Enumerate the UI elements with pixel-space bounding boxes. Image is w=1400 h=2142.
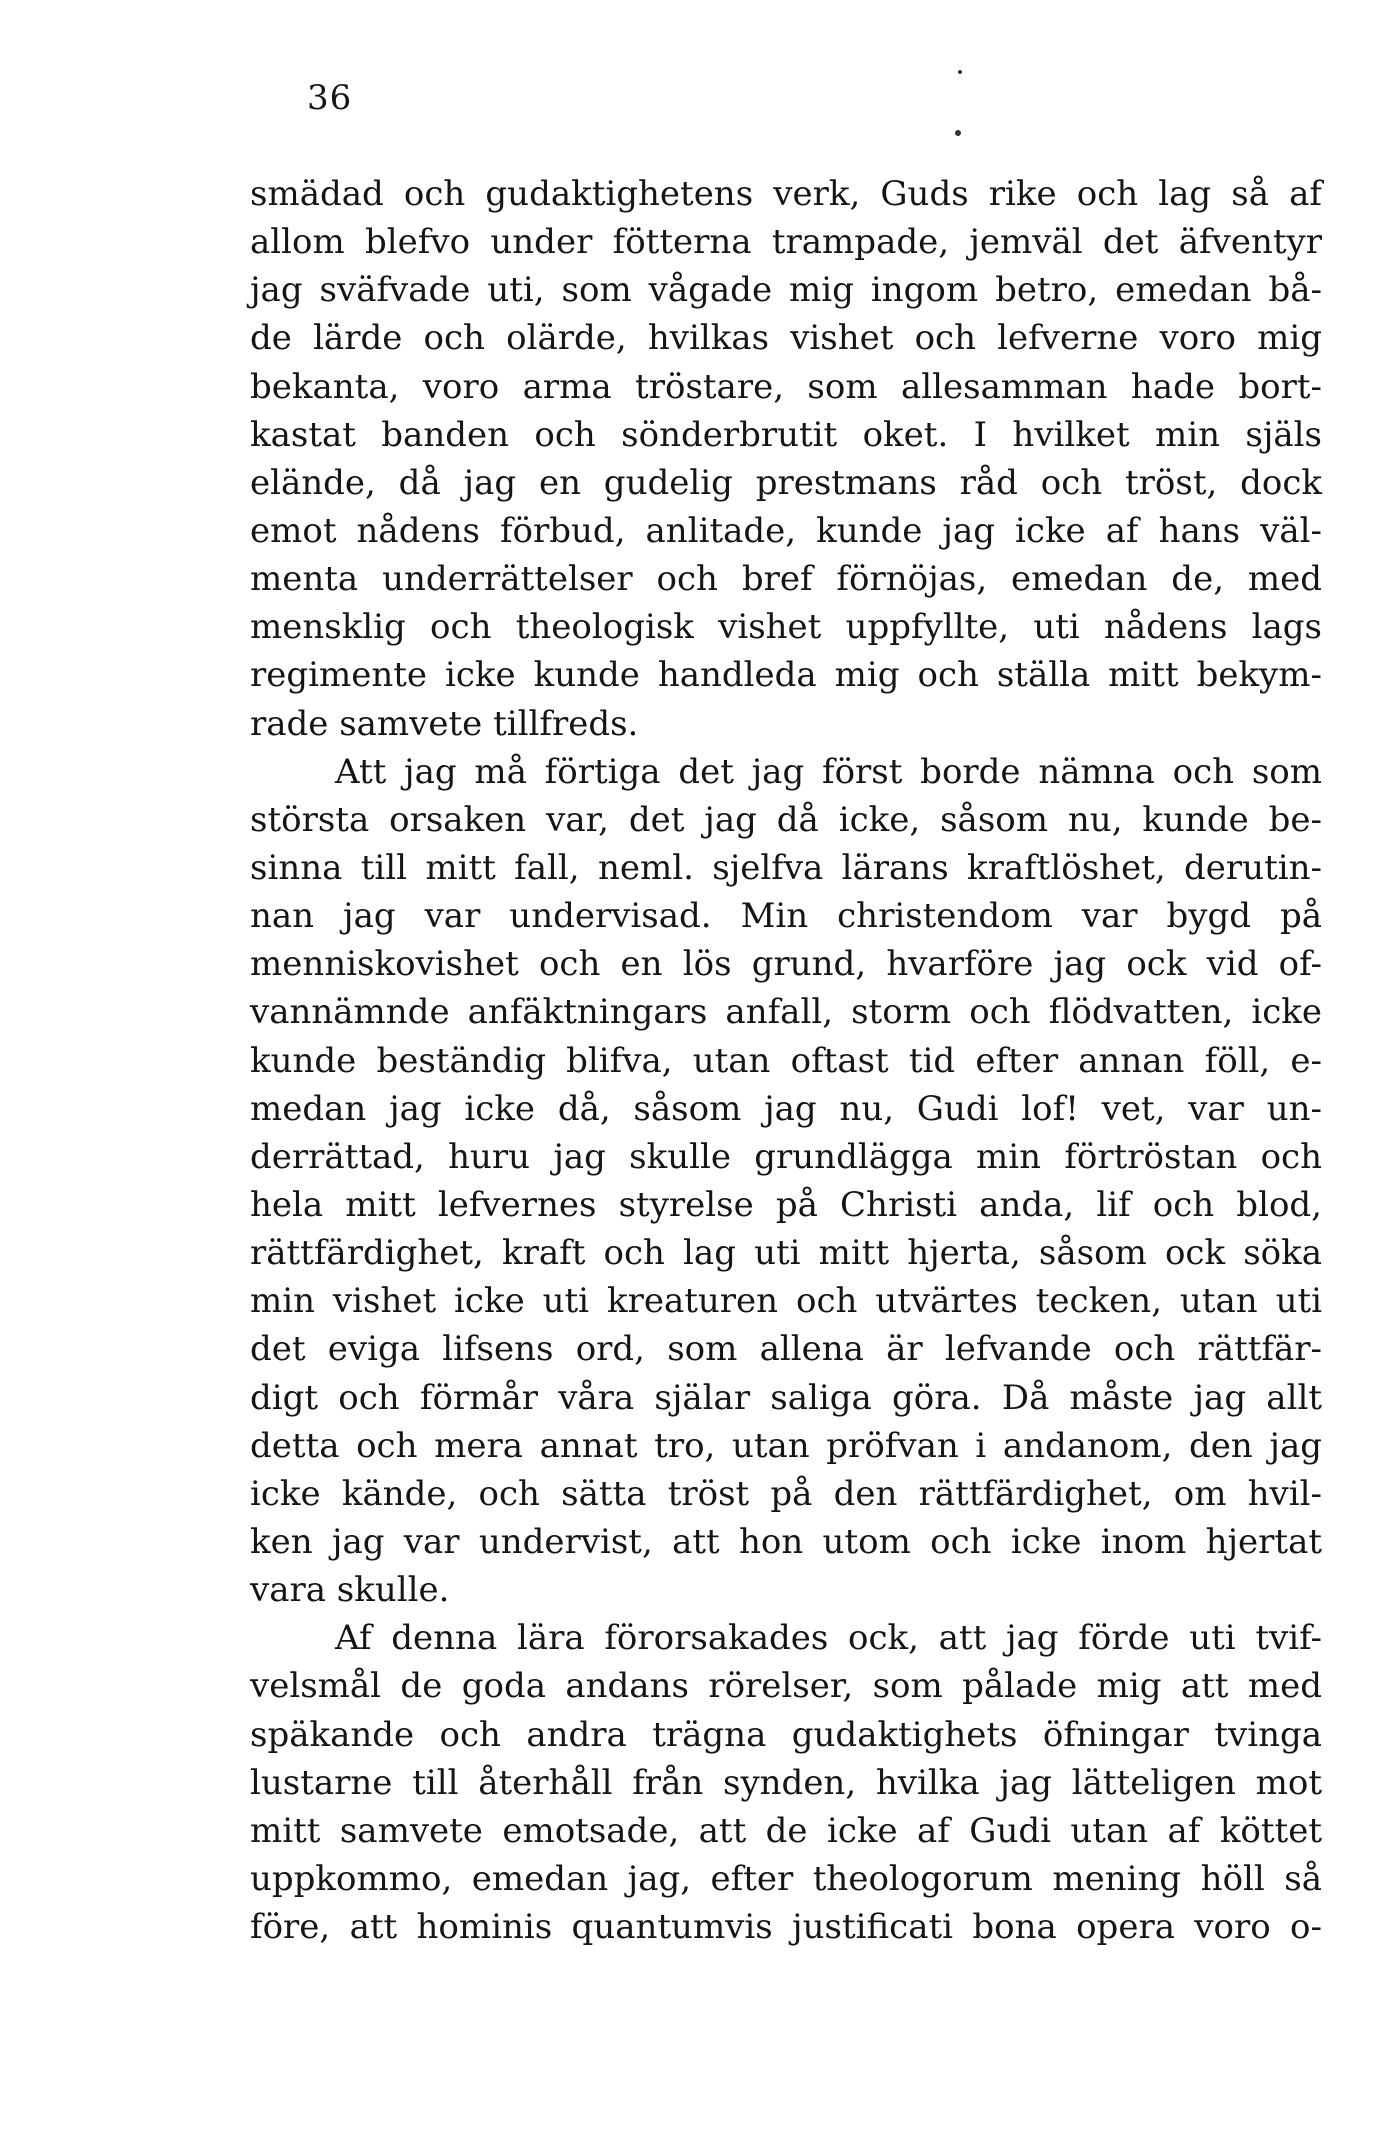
text-line: sinna till mitt fall, neml. sjelfva lärans kraftlöshet, derutin-: [250, 847, 1322, 888]
text-line: lustarne till återhåll från synden, hvilka jag lätteligen mot: [250, 1762, 1322, 1803]
text-line: Att jag må förtiga det jag först borde nämna och som: [335, 751, 1322, 792]
text-line: regimente icke kunde handleda mig och ställa mitt bekym-: [250, 655, 1322, 696]
text-line: Af denna lära förorsakades ock, att jag förde uti tvif-: [335, 1618, 1322, 1659]
text-line: min vishet icke uti kreaturen och utvärtes tecken, utan uti: [250, 1281, 1322, 1322]
text-line: bekanta, voro arma tröstare, som allesamman hade bort-: [250, 366, 1322, 407]
text-line: detta och mera annat tro, utan pröfvan i andanom, den jag: [250, 1425, 1322, 1466]
text-line: velsmål de goda andans rörelser, som pålade mig att med: [250, 1666, 1322, 1707]
text-line: allom blefvo under fötterna trampade, jemväl det äfventyr: [250, 222, 1322, 263]
text-line: kastat banden och sönderbrutit oket. I hvilket min själs: [250, 414, 1322, 455]
print-speck: [955, 130, 961, 136]
text-line: späkande och andra trägna gudaktighets öfningar tvinga: [250, 1714, 1322, 1755]
text-line: kunde beständig blifva, utan oftast tid efter annan föll, e-: [250, 1040, 1322, 1081]
text-line: digt och förmår våra själar saliga göra. Då måste jag allt: [250, 1377, 1322, 1418]
text-line: medan jag icke då, såsom jag nu, Gudi lof! vet, var un-: [250, 1088, 1322, 1129]
text-line: icke kände, och sätta tröst på den rättfärdighet, om hvil-: [250, 1473, 1322, 1514]
text-line: uppkommo, emedan jag, efter theologorum mening höll så: [250, 1858, 1322, 1899]
text-line: det eviga lifsens ord, som allena är lefvande och rättfär-: [250, 1329, 1322, 1370]
text-line: menniskovishet och en lös grund, hvarföre jag ock vid of-: [250, 944, 1322, 985]
text-line: elände, då jag en gudelig prestmans råd och tröst, dock: [250, 462, 1322, 503]
text-line: rättfärdighet, kraft och lag uti mitt hjerta, såsom ock söka: [250, 1233, 1322, 1274]
text-line: hela mitt lefvernes styrelse på Christi anda, lif och blod,: [250, 1184, 1322, 1225]
text-line: smädad och gudaktighetens verk, Guds rike och lag så af: [250, 174, 1322, 214]
text-line: derrättad, huru jag skulle grundlägga min förtröstan och: [250, 1136, 1322, 1177]
text-line: de lärde och olärde, hvilkas vishet och lefverne voro mig: [250, 318, 1322, 359]
text-line: vara skulle.: [250, 1570, 450, 1611]
text-line: mensklig och theologisk vishet uppfyllte, uti nådens lags: [250, 607, 1322, 648]
print-speck: [958, 70, 962, 74]
body-text: [250, 170, 1322, 1951]
page-number: 36: [307, 78, 353, 118]
text-line: mitt samvete emotsade, att de icke af Gudi utan af köttet: [250, 1810, 1322, 1851]
text-line: största orsaken var, det jag då icke, såsom nu, kunde be-: [250, 799, 1322, 840]
text-line: jag sväfvade uti, som vågade mig ingom betro, emedan bå-: [250, 270, 1322, 311]
text-line: menta underrättelser och bref förnöjas, emedan de, med: [250, 559, 1322, 600]
text-line: rade samvete tillfreds.: [250, 703, 639, 744]
text-line: nan jag var undervisad. Min christendom var bygd på: [250, 896, 1322, 937]
text-line: ken jag var undervist, att hon utom och icke inom hjertat: [250, 1521, 1322, 1562]
text-line: emot nådens förbud, anlitade, kunde jag icke af hans väl-: [250, 510, 1322, 551]
text-line: före, att hominis quantumvis justificati bona opera voro o-: [250, 1907, 1322, 1948]
text-line: vannämnde anfäktningars anfall, storm och flödvatten, icke: [250, 992, 1322, 1033]
